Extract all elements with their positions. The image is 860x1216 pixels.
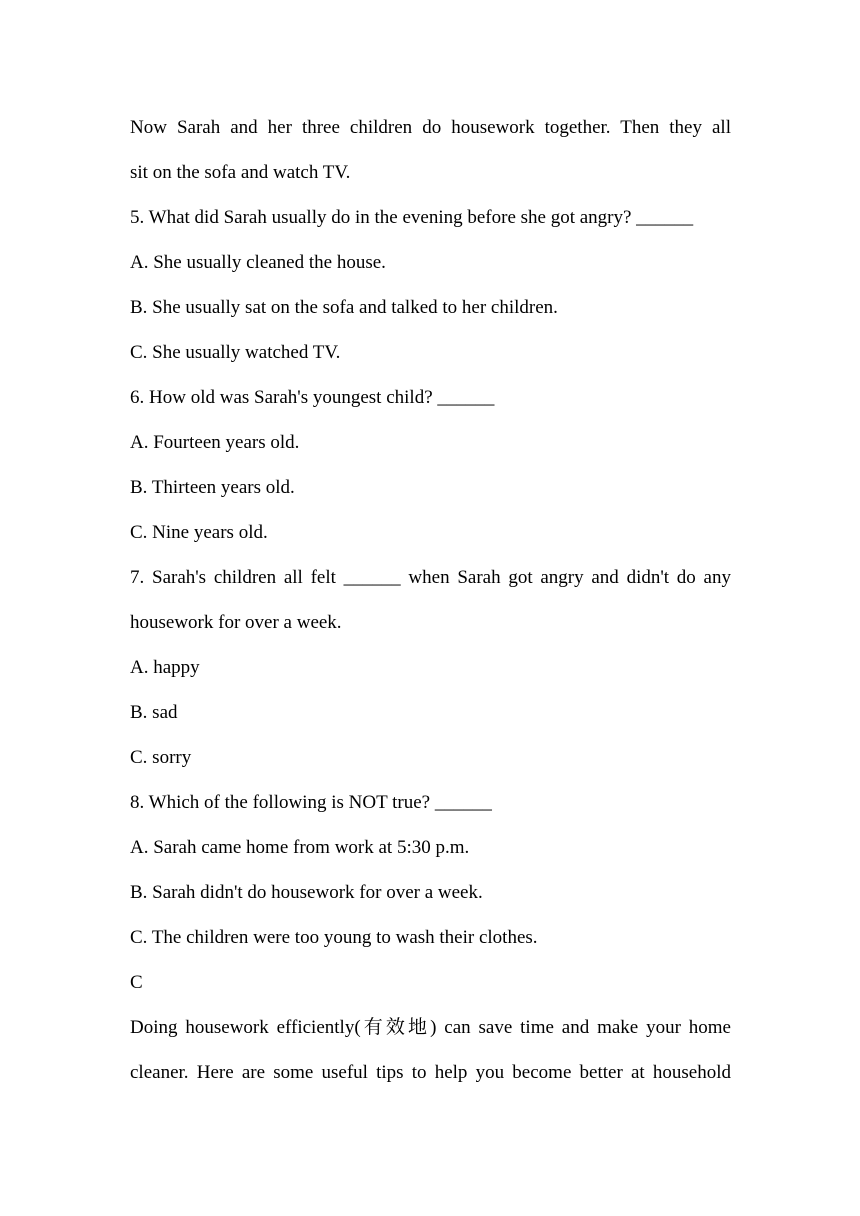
passage-line: sit on the sofa and watch TV. — [130, 162, 351, 183]
question-7-option-b: B. sad — [130, 702, 178, 723]
passage-line: Now Sarah and her three children do housework together. Then they all — [130, 117, 731, 138]
section-c-heading: C — [130, 972, 143, 993]
page-content — [130, 105, 731, 1095]
question-8-option-c: C. The children were too young to wash their clothes. — [130, 927, 538, 948]
question-6-option-a: A. Fourteen years old. — [130, 432, 300, 453]
section-c-line: Doing housework efficiently(有效地) can save time and make your home — [130, 1017, 731, 1038]
question-8-option-a: A. Sarah came home from work at 5:30 p.m. — [130, 837, 470, 858]
question-6-stem: 6. How old was Sarah's youngest child? ______ — [130, 387, 495, 408]
question-7-option-a: A. happy — [130, 657, 200, 678]
question-6-option-b: B. Thirteen years old. — [130, 477, 295, 498]
section-c-line: cleaner. Here are some useful tips to help you become better at household — [130, 1062, 731, 1083]
question-5-option-c: C. She usually watched TV. — [130, 342, 341, 363]
question-8-stem: 8. Which of the following is NOT true? ______ — [130, 792, 492, 813]
question-5-option-b: B. She usually sat on the sofa and talked to her children. — [130, 297, 558, 318]
question-6-option-c: C. Nine years old. — [130, 522, 268, 543]
question-5-stem: 5. What did Sarah usually do in the evening before she got angry? ______ — [130, 207, 694, 228]
question-7-option-c: C. sorry — [130, 747, 192, 768]
question-7-stem: 7. Sarah's children all felt ______ when Sarah got angry and didn't do any — [130, 567, 731, 588]
question-8-option-b: B. Sarah didn't do housework for over a week. — [130, 882, 483, 903]
question-5-option-a: A. She usually cleaned the house. — [130, 252, 386, 273]
question-7-stem-continued: housework for over a week. — [130, 612, 342, 633]
